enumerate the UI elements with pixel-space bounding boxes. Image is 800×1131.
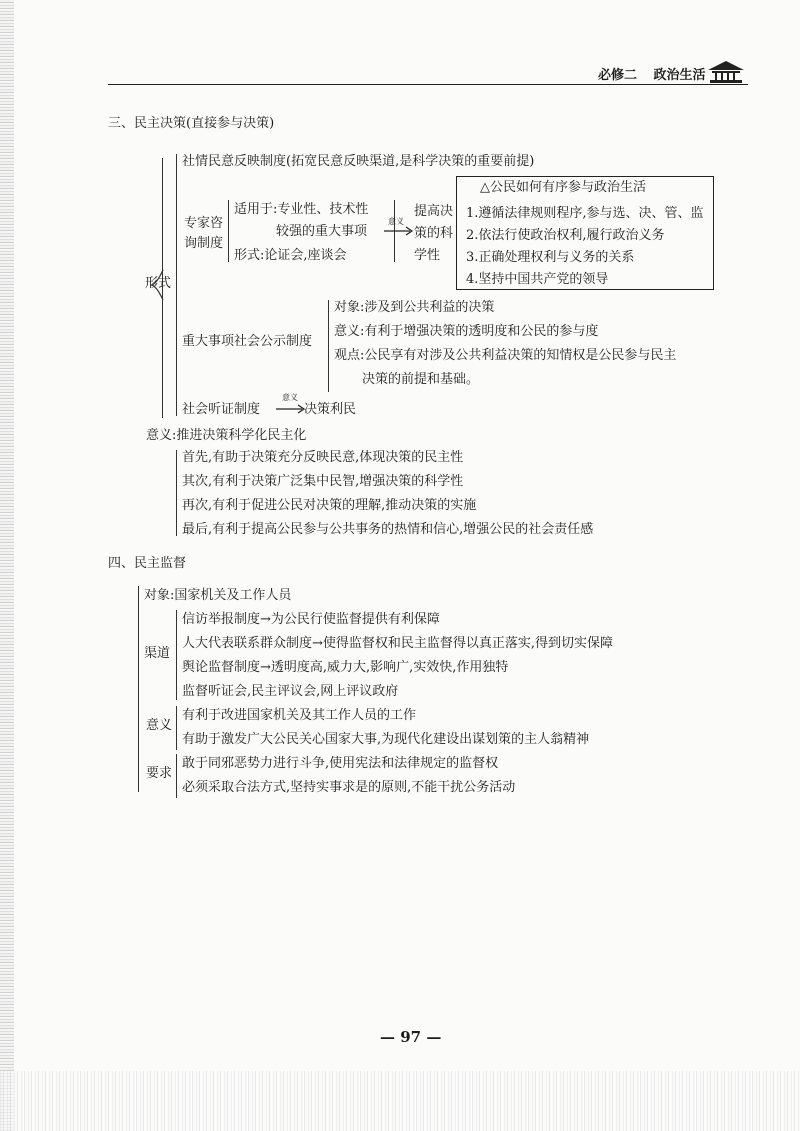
hearing-arrow-label: 意义 <box>282 393 298 402</box>
supervision-object: 对象:国家机关及工作人员 <box>144 588 292 603</box>
meaning-brace <box>176 706 177 750</box>
expert-label-1: 专家咨 <box>184 216 224 231</box>
require-label: 要求 <box>146 766 173 781</box>
channel-3: 舆论监督制度→透明度高,威力大,影响广,实效快,作用独特 <box>182 660 509 675</box>
hearing-label: 社会听证制度 <box>182 402 261 417</box>
meaning-2: 有助于激发广大公民关心国家大事,为现代化建设出谋划策的主人翁精神 <box>182 732 590 747</box>
channel-2: 人大代表联系群众制度→使得监督权和民主监督得以真正落实,得到切实保障 <box>182 636 614 651</box>
header-book: 必修二 <box>598 68 638 83</box>
building-icon <box>706 58 746 84</box>
public-label: 重大事项社会公示制度 <box>182 334 313 349</box>
channel-brace <box>176 610 177 700</box>
hearing-result: 决策利民 <box>304 402 357 417</box>
box-item-2: 2.依法行使政治权利,履行政治义务 <box>466 228 665 243</box>
public-significance: 意义:有利于增强决策的透明度和公民的参与度 <box>334 324 599 339</box>
forms-items-brace <box>176 154 177 416</box>
public-view-2: 决策的前提和基础。 <box>362 372 480 387</box>
header-subject: 政治生活 <box>653 68 706 83</box>
channel-1: 信访举报制度→为公民行使监督提供有利保障 <box>182 612 440 627</box>
box-item-3: 3.正确处理权利与义务的关系 <box>466 250 635 265</box>
public-object: 对象:涉及到公共利益的决策 <box>334 300 495 315</box>
header-rule <box>108 84 748 85</box>
significance-2: 其次,有利于决策广泛集中民智,增强决策的科学性 <box>182 474 464 489</box>
box-title: △公民如何有序参与政治生活 <box>480 180 646 195</box>
effect-1: 提高决 <box>414 204 454 219</box>
page-number: — 97 — <box>380 1028 442 1046</box>
effect-3: 学性 <box>414 248 441 263</box>
require-2: 必须采取合法方式,坚持实事求是的原则,不能干扰公务活动 <box>182 780 516 795</box>
effect-2: 策的科 <box>414 226 454 241</box>
section4-title: 四、民主监督 <box>108 556 187 571</box>
significance-1: 首先,有助于决策充分反映民意,体现决策的民主性 <box>182 450 464 465</box>
scan-edge-bottom <box>0 1071 800 1131</box>
significance-4: 最后,有利于提高公民参与公共事务的热情和信心,增强公民的社会责任感 <box>182 522 594 537</box>
require-brace <box>176 754 177 798</box>
meaning-1: 有利于改进国家机关及其工作人员的工作 <box>182 708 417 723</box>
box-item-4: 4.坚持中国共产党的领导 <box>466 272 609 287</box>
page-header <box>598 64 718 83</box>
expert-apply-1: 适用于:专业性、技术性 <box>234 202 369 217</box>
channel-4: 监督听证会,民主评议会,网上评议政府 <box>182 684 399 699</box>
section3-title: 三、民主决策(直接参与决策) <box>108 116 275 131</box>
expert-label-2: 询制度 <box>184 236 224 251</box>
public-brace <box>328 300 329 392</box>
arrow-icon <box>384 226 414 236</box>
box-item-1: 1.遵循法律规则程序,参与选、决、管、监 <box>466 206 704 221</box>
scan-edge-left <box>0 0 14 1131</box>
channel-label: 渠道 <box>144 646 171 661</box>
require-1: 敢于同邪恶势力进行斗争,使用宪法和法律规定的监督权 <box>182 756 499 771</box>
public-view-1: 观点:公民享有对涉及公共利益决策的知情权是公民参与民主 <box>334 348 677 363</box>
expert-form: 形式:论证会,座谈会 <box>234 248 347 263</box>
forms-label: 形式 <box>145 276 172 291</box>
section4-brace <box>138 586 139 792</box>
expert-apply-2: 较强的重大事项 <box>276 224 368 239</box>
significance-brace <box>176 450 177 536</box>
expert-brace <box>228 200 229 262</box>
form-item-1: 社情民意反映制度(拓宽民意反映渠道,是科学决策的重要前提) <box>182 154 535 169</box>
significance-title: 意义:推进决策科学化民主化 <box>146 428 307 443</box>
hearing-arrow-icon <box>276 404 306 414</box>
expert-arrow-label: 意义 <box>388 217 404 226</box>
meaning-label: 意义 <box>146 718 173 733</box>
significance-3: 再次,有利于促进公民对决策的理解,推动决策的实施 <box>182 498 477 513</box>
